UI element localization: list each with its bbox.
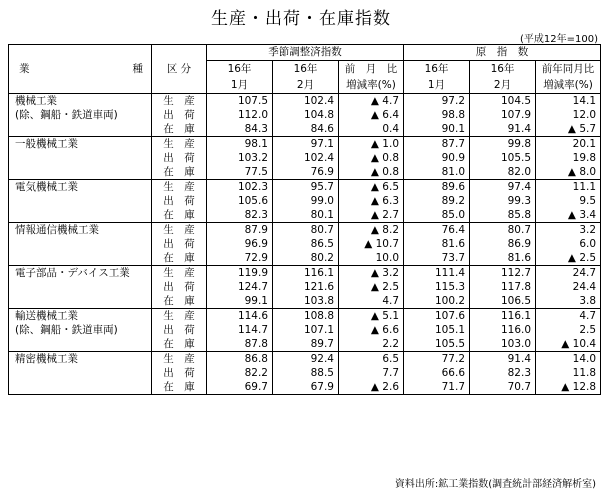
- value-cell: 24.4: [536, 280, 601, 294]
- industry-cell: [9, 208, 152, 223]
- category-cell: 生 産: [152, 223, 207, 238]
- value-cell: ▲ 12.8: [536, 380, 601, 395]
- category-cell: 出 荷: [152, 194, 207, 208]
- industry-cell: 電気機械工業: [15, 181, 78, 193]
- value-cell: ▲ 3.2: [339, 266, 404, 281]
- value-cell: 97.1: [273, 137, 339, 152]
- value-cell: 91.4: [470, 352, 536, 367]
- category-cell: 出 荷: [152, 237, 207, 251]
- value-cell: 82.2: [207, 366, 273, 380]
- value-cell: 89.2: [404, 194, 470, 208]
- value-cell: 99.0: [273, 194, 339, 208]
- value-cell: 105.5: [404, 337, 470, 352]
- value-cell: 116.1: [273, 266, 339, 281]
- value-cell: 112.7: [470, 266, 536, 281]
- category-cell: 在 庫: [152, 208, 207, 223]
- category-cell: 生 産: [152, 180, 207, 195]
- value-cell: 92.4: [273, 352, 339, 367]
- value-cell: 80.7: [273, 223, 339, 238]
- value-cell: ▲ 6.6: [339, 323, 404, 337]
- value-cell: 82.0: [470, 165, 536, 180]
- value-cell: ▲ 1.0: [339, 137, 404, 152]
- value-cell: 114.6: [207, 309, 273, 324]
- value-cell: 102.4: [273, 151, 339, 165]
- industry-cell: [9, 294, 152, 309]
- value-cell: 107.5: [207, 94, 273, 109]
- industry-cell: [9, 280, 152, 294]
- value-cell: 3.2: [536, 223, 601, 238]
- table-row: [9, 294, 601, 309]
- industry-cell: [9, 366, 152, 380]
- value-cell: 86.9: [470, 237, 536, 251]
- value-cell: 99.1: [207, 294, 273, 309]
- value-cell: 4.7: [536, 309, 601, 324]
- value-cell: 90.1: [404, 122, 470, 137]
- industry-cell: 輸送機械工業: [15, 310, 78, 322]
- table-row: [9, 137, 601, 152]
- value-cell: 82.3: [207, 208, 273, 223]
- value-cell: 72.9: [207, 251, 273, 266]
- value-cell: ▲ 2.6: [339, 380, 404, 395]
- value-cell: 91.4: [470, 122, 536, 137]
- source-note: 資料出所:鉱工業指数(調査統計部経済解析室): [394, 479, 596, 490]
- value-cell: 3.8: [536, 294, 601, 309]
- value-cell: 104.5: [470, 94, 536, 109]
- category-cell: 在 庫: [152, 251, 207, 266]
- table-row: [9, 280, 601, 294]
- table-row: [9, 380, 601, 395]
- value-cell: 117.8: [470, 280, 536, 294]
- category-cell: 在 庫: [152, 122, 207, 137]
- value-cell: 87.7: [404, 137, 470, 152]
- value-cell: 19.8: [536, 151, 601, 165]
- value-cell: 97.2: [404, 94, 470, 109]
- value-cell: ▲ 2.7: [339, 208, 404, 223]
- category-cell: 生 産: [152, 352, 207, 367]
- value-cell: 87.9: [207, 223, 273, 238]
- value-cell: 9.5: [536, 194, 601, 208]
- value-cell: 115.3: [404, 280, 470, 294]
- value-cell: 70.7: [470, 380, 536, 395]
- header-industry-right: 種: [132, 62, 143, 75]
- value-cell: 103.8: [273, 294, 339, 309]
- value-cell: 76.9: [273, 165, 339, 180]
- value-cell: ▲ 8.0: [536, 165, 601, 180]
- value-cell: 106.5: [470, 294, 536, 309]
- table-row: [9, 194, 601, 208]
- table-row: [9, 251, 601, 266]
- value-cell: 95.7: [273, 180, 339, 195]
- value-cell: 105.1: [404, 323, 470, 337]
- table-row: [9, 223, 601, 238]
- value-cell: 108.8: [273, 309, 339, 324]
- header-sa-col3: 前 月 比: [339, 61, 404, 78]
- table-row: [9, 323, 601, 337]
- header-or-col2: 16年: [470, 61, 536, 78]
- value-cell: 107.1: [273, 323, 339, 337]
- value-cell: 80.1: [273, 208, 339, 223]
- category-cell: 生 産: [152, 266, 207, 281]
- table-row: [9, 337, 601, 352]
- header-or-col3: 前年同月比: [536, 61, 601, 78]
- value-cell: 98.1: [207, 137, 273, 152]
- value-cell: ▲ 5.7: [536, 122, 601, 137]
- value-cell: 10.0: [339, 251, 404, 266]
- value-cell: ▲ 0.8: [339, 165, 404, 180]
- value-cell: 80.7: [470, 223, 536, 238]
- header-or-col3-sub: 増減率(%): [536, 77, 601, 94]
- value-cell: 84.6: [273, 122, 339, 137]
- category-cell: 出 荷: [152, 151, 207, 165]
- value-cell: 20.1: [536, 137, 601, 152]
- header-sa-col2: 16年: [273, 61, 339, 78]
- table-row: [9, 352, 601, 367]
- industry-cell: 一般機械工業: [15, 138, 78, 150]
- value-cell: 102.4: [273, 94, 339, 109]
- index-table: [8, 44, 601, 395]
- value-cell: 84.3: [207, 122, 273, 137]
- header-sa-col3-sub: 増減率(%): [339, 77, 404, 94]
- header-sa-col1-sub: 1月: [207, 77, 273, 94]
- header-industry-left: 業: [19, 62, 30, 75]
- industry-cell: [9, 194, 152, 208]
- value-cell: 112.0: [207, 108, 273, 122]
- value-cell: 77.2: [404, 352, 470, 367]
- value-cell: 107.6: [404, 309, 470, 324]
- value-cell: ▲ 2.5: [536, 251, 601, 266]
- value-cell: 105.6: [207, 194, 273, 208]
- value-cell: 14.1: [536, 94, 601, 109]
- header-sa-col2-sub: 2月: [273, 77, 339, 94]
- value-cell: 88.5: [273, 366, 339, 380]
- table-row: [9, 237, 601, 251]
- header-or-col2-sub: 2月: [470, 77, 536, 94]
- value-cell: 114.7: [207, 323, 273, 337]
- value-cell: 4.7: [339, 294, 404, 309]
- header-original-group: 原 指 数: [404, 45, 601, 61]
- value-cell: 81.6: [404, 237, 470, 251]
- category-cell: 生 産: [152, 309, 207, 324]
- table-row: [9, 309, 601, 324]
- value-cell: 6.0: [536, 237, 601, 251]
- value-cell: 96.9: [207, 237, 273, 251]
- value-cell: ▲ 6.4: [339, 108, 404, 122]
- category-cell: 生 産: [152, 137, 207, 152]
- industry-cell: (除、鋼船・鉄道車両): [15, 324, 118, 336]
- industry-cell: (除、鋼船・鉄道車両): [15, 109, 118, 121]
- value-cell: ▲ 10.4: [536, 337, 601, 352]
- value-cell: 89.7: [273, 337, 339, 352]
- category-cell: 出 荷: [152, 366, 207, 380]
- value-cell: ▲ 5.1: [339, 309, 404, 324]
- value-cell: 24.7: [536, 266, 601, 281]
- value-cell: ▲ 10.7: [339, 237, 404, 251]
- industry-cell: [9, 380, 152, 395]
- value-cell: 104.8: [273, 108, 339, 122]
- value-cell: 0.4: [339, 122, 404, 137]
- table-row: [9, 180, 601, 195]
- table-row: [9, 366, 601, 380]
- category-cell: 生 産: [152, 94, 207, 109]
- category-cell: 在 庫: [152, 165, 207, 180]
- industry-cell: [9, 122, 152, 137]
- table-row: [9, 266, 601, 281]
- value-cell: 103.2: [207, 151, 273, 165]
- value-cell: ▲ 6.3: [339, 194, 404, 208]
- table-row: [9, 208, 601, 223]
- value-cell: ▲ 2.5: [339, 280, 404, 294]
- value-cell: 102.3: [207, 180, 273, 195]
- value-cell: 81.0: [404, 165, 470, 180]
- value-cell: 7.7: [339, 366, 404, 380]
- value-cell: 105.5: [470, 151, 536, 165]
- value-cell: 99.8: [470, 137, 536, 152]
- value-cell: 82.3: [470, 366, 536, 380]
- value-cell: 87.8: [207, 337, 273, 352]
- category-cell: 出 荷: [152, 323, 207, 337]
- value-cell: 11.1: [536, 180, 601, 195]
- value-cell: 116.1: [470, 309, 536, 324]
- category-cell: 在 庫: [152, 337, 207, 352]
- header-industry: [9, 45, 152, 94]
- value-cell: 14.0: [536, 352, 601, 367]
- industry-cell: [9, 151, 152, 165]
- value-cell: 66.6: [404, 366, 470, 380]
- value-cell: 69.7: [207, 380, 273, 395]
- header-or-col1: 16年: [404, 61, 470, 78]
- industry-cell: 電子部品・デバイス工業: [15, 267, 130, 279]
- value-cell: 86.8: [207, 352, 273, 367]
- category-cell: 出 荷: [152, 108, 207, 122]
- base-year-note: (平成12年=100): [520, 34, 598, 45]
- value-cell: ▲ 6.5: [339, 180, 404, 195]
- value-cell: 77.5: [207, 165, 273, 180]
- value-cell: 12.0: [536, 108, 601, 122]
- value-cell: ▲ 0.8: [339, 151, 404, 165]
- value-cell: 98.8: [404, 108, 470, 122]
- value-cell: 100.2: [404, 294, 470, 309]
- industry-cell: [9, 251, 152, 266]
- value-cell: 86.5: [273, 237, 339, 251]
- value-cell: 111.4: [404, 266, 470, 281]
- value-cell: 103.0: [470, 337, 536, 352]
- table-row: [9, 108, 601, 122]
- value-cell: 2.5: [536, 323, 601, 337]
- industry-cell: [9, 165, 152, 180]
- table-row: [9, 151, 601, 165]
- industry-cell: 精密機械工業: [15, 353, 78, 365]
- value-cell: 73.7: [404, 251, 470, 266]
- value-cell: 71.7: [404, 380, 470, 395]
- value-cell: 85.0: [404, 208, 470, 223]
- page-title: 生産・出荷・在庫指数: [211, 9, 391, 29]
- header-category: 区 分: [152, 45, 207, 94]
- value-cell: 89.6: [404, 180, 470, 195]
- value-cell: 76.4: [404, 223, 470, 238]
- value-cell: ▲ 4.7: [339, 94, 404, 109]
- value-cell: 80.2: [273, 251, 339, 266]
- table-row: [9, 94, 601, 109]
- industry-cell: [9, 337, 152, 352]
- value-cell: 121.6: [273, 280, 339, 294]
- value-cell: 90.9: [404, 151, 470, 165]
- value-cell: ▲ 3.4: [536, 208, 601, 223]
- table-row: [9, 165, 601, 180]
- table-row: [9, 122, 601, 137]
- value-cell: 67.9: [273, 380, 339, 395]
- value-cell: 119.9: [207, 266, 273, 281]
- value-cell: 2.2: [339, 337, 404, 352]
- value-cell: 99.3: [470, 194, 536, 208]
- value-cell: 97.4: [470, 180, 536, 195]
- value-cell: 107.9: [470, 108, 536, 122]
- value-cell: 6.5: [339, 352, 404, 367]
- value-cell: 124.7: [207, 280, 273, 294]
- industry-cell: [9, 237, 152, 251]
- header-seasonal-group: 季節調整済指数: [207, 45, 404, 61]
- value-cell: 85.8: [470, 208, 536, 223]
- industry-cell: 情報通信機械工業: [15, 224, 99, 236]
- header-or-col1-sub: 1月: [404, 77, 470, 94]
- value-cell: 81.6: [470, 251, 536, 266]
- value-cell: 11.8: [536, 366, 601, 380]
- header-sa-col1: 16年: [207, 61, 273, 78]
- category-cell: 在 庫: [152, 380, 207, 395]
- category-cell: 出 荷: [152, 280, 207, 294]
- value-cell: ▲ 8.2: [339, 223, 404, 238]
- category-cell: 在 庫: [152, 294, 207, 309]
- industry-cell: 機械工業: [15, 95, 57, 107]
- value-cell: 116.0: [470, 323, 536, 337]
